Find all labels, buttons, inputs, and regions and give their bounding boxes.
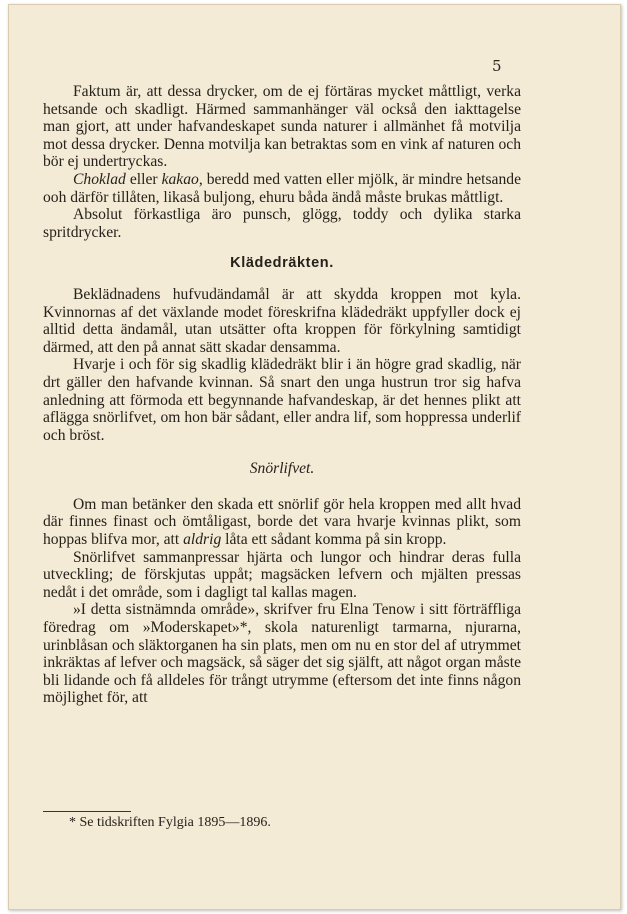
paragraph-snorlifvet: Snörlifvet sammanpressar hjärta och lungor och hindrar deras fulla utveckling; de förskjutas uppåt; magsäcken lefvern och mjälten pressas nedåt i det område, som i dagligt tal kallas magen. bbox=[43, 548, 521, 601]
paragraph-citat: »I detta sistnämnda område», skrifver fru Elna Tenow i sitt förträffliga föredrag om »Moderskapet»*, skola naturenligt tarmarna, njurarna, urinblåsan och släktorganen ha sin plats, men om nu en stor del af utrymmet inkräktas af lefver och magsäck, så säger det sig själft, att något organ måste bli lidande och få alldeles för trångt utrymme (eftersom det inte finns någon möjlighet för, att bbox=[43, 601, 521, 707]
paragraph-bekladnadens: Beklädnadens hufvudändamål är att skydda kroppen mot kyla. Kvinnornas af det växlande modet föreskrifna klädedräkt uppfyller dock ej alltid detta ändamål, utan utsätter ofta kroppen för förkylning samtidigt därmed, att den på annat sätt skadar densamma. bbox=[43, 285, 521, 356]
footnote-divider bbox=[43, 811, 131, 812]
paragraph-choklad: Choklad eller kakao, beredd med vatten eller mjölk, är mindre hetsande ooh därför tillåten, likaså buljong, ehuru båda ändå måste brukas måttligt. bbox=[43, 170, 521, 206]
term-aldrig: aldrig bbox=[183, 531, 222, 549]
paragraph-om-man: Om man betänker den skada ett snörlif gör hela kroppen med allt hvad där finnes finast och ömtåligast, borde det vara hvarje kvinnas plikt, som hoppas blifva mor, att aldrig låta ett sådant komma på sin kropp. bbox=[43, 495, 521, 549]
book-page bbox=[8, 4, 621, 910]
paragraph-faktum: Faktum är, att dessa drycker, om de ej förtäras mycket måttligt, verka hetsande och skadligt. Härmed sammanhänger väl också den iakttagelse man gjort, att under hafvandeskapet sunda naturer i allmänhet få motvilja mot dessa drycker. Denna motvilja kan betraktas som en vink af naturen och bör ej undertryckas. bbox=[43, 83, 521, 171]
body-text bbox=[43, 83, 521, 707]
section-heading-snorlifvet: Snörlifvet. bbox=[249, 460, 315, 478]
section-heading-kladedrakten: Klädedräkten. bbox=[230, 255, 334, 272]
paragraph-absolut: Absolut förkastliga äro punsch, glögg, toddy och dylika starka spritdrycker. bbox=[43, 206, 521, 241]
term-kakao: kakao bbox=[161, 170, 199, 188]
footnote: * Se tidskriften Fylgia 1895—1896. bbox=[69, 815, 271, 830]
paragraph-hvarje: Hvarje i och för sig skadlig klädedräkt blir i än högre grad skadlig, när drt gäller den hafvande kvinnan. Så snart den unga hustrun tror sig hafva anledning att förmoda ett begynnande hafvandeskap, är det hennes plikt att aflägga snörlifvet, om hon bär sådant, eller andra lif, som hoppressa underlif och bröst. bbox=[43, 356, 521, 444]
page-number: 5 bbox=[492, 57, 502, 75]
term-choklad: Choklad bbox=[73, 170, 126, 188]
